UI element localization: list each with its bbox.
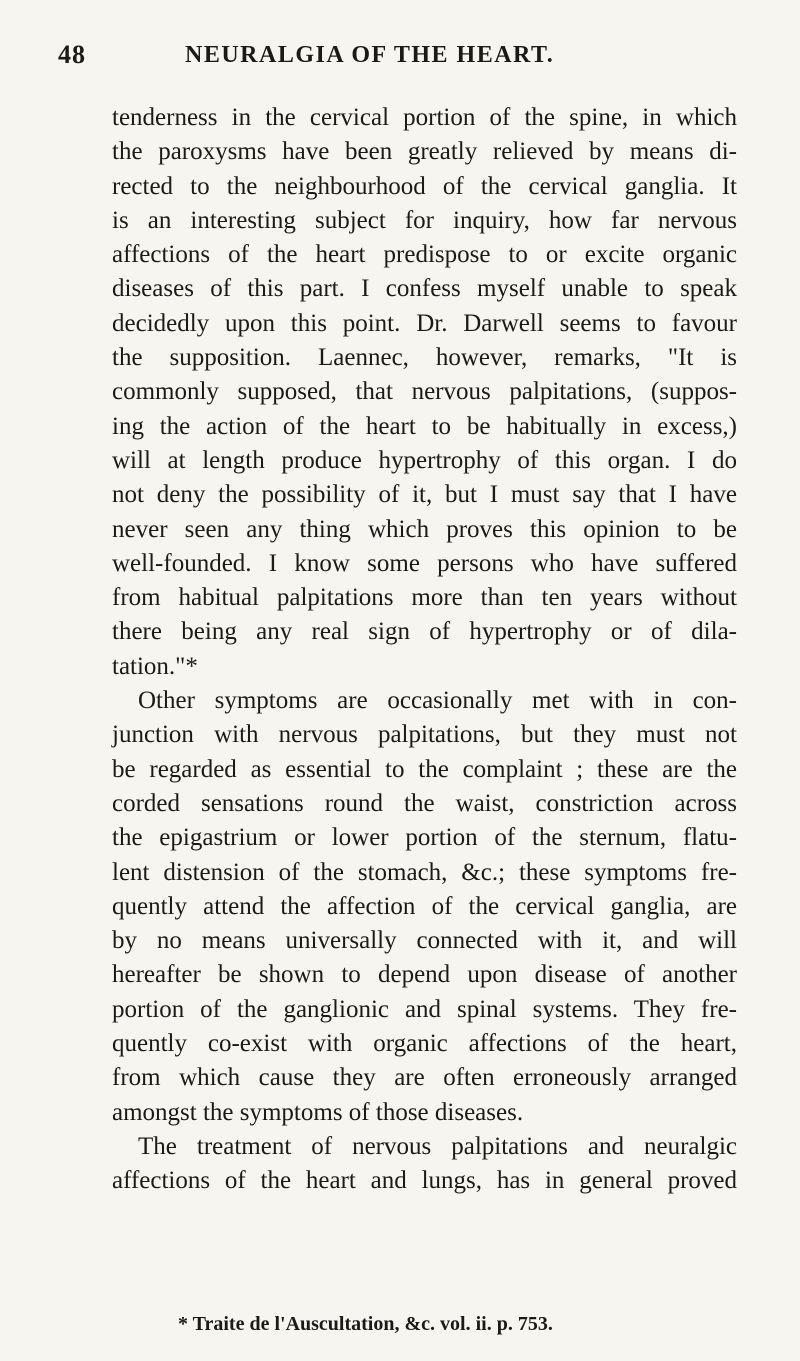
text-line: from which cause they are often erroneously arranged xyxy=(112,1064,737,1092)
text-line: corded sensations round the waist, constriction across xyxy=(112,789,737,817)
text-line: the epigastrium or lower portion of the sternum, flatu- xyxy=(112,824,737,852)
text-line: hereafter be shown to depend upon disease of another xyxy=(112,961,737,989)
text-line: well-founded. I know some persons who have suffered xyxy=(112,549,737,577)
text-line: tenderness in the cervical portion of the spine, in which xyxy=(112,104,737,131)
text-line: portion of the ganglionic and spinal systems. They fre- xyxy=(112,995,737,1023)
body-text xyxy=(112,101,737,1199)
text-line: Other symptoms are occasionally met with in con- xyxy=(138,687,737,715)
text-line: affections of the heart predispose to or excite organic xyxy=(112,241,737,269)
text-line: commonly supposed, that nervous palpitations, (suppos- xyxy=(112,378,737,406)
page-number: 48 xyxy=(58,40,86,69)
text-line: not deny the possibility of it, but I must say that I have xyxy=(112,481,737,509)
text-line: junction with nervous palpitations, but they must not xyxy=(112,721,737,749)
text-line: the paroxysms have been greatly relieved by means di- xyxy=(112,138,737,166)
text-line: lent distension of the stomach, &c.; these symptoms fre- xyxy=(112,858,737,886)
text-line: from habitual palpitations more than ten years without xyxy=(112,584,737,612)
text-line: is an interesting subject for inquiry, how far nervous xyxy=(112,206,737,234)
text-line: The treatment of nervous palpitations and neuralgic xyxy=(138,1132,737,1160)
text-line: the supposition. Laennec, however, remarks, "It is xyxy=(112,344,737,372)
text-line: be regarded as essential to the complaint ; these are the xyxy=(112,755,737,783)
text-line: quently co-exist with organic affections of the heart, xyxy=(112,1030,737,1058)
text-line: rected to the neighbourhood of the cervical ganglia. It xyxy=(112,172,737,200)
text-line: diseases of this part. I confess myself unable to speak xyxy=(112,275,737,303)
footnote: * Traite de l'Auscultation, &c. vol. ii. p. 753. xyxy=(178,1313,553,1335)
text-line: tation."* xyxy=(112,652,198,680)
text-line: by no means universally connected with it, and will xyxy=(112,927,737,955)
running-title: NEURALGIA OF THE HEART. xyxy=(185,42,555,68)
text-line: amongst the symptoms of those diseases. xyxy=(112,1098,524,1126)
text-line: quently attend the affection of the cervical ganglia, are xyxy=(112,892,737,920)
text-line: affections of the heart and lungs, has in general proved xyxy=(112,1167,737,1195)
page-header xyxy=(0,40,800,80)
text-line: will at length produce hypertrophy of this organ. I do xyxy=(112,446,737,474)
text-line: ing the action of the heart to be habitually in excess,) xyxy=(112,412,737,440)
text-line: never seen any thing which proves this opinion to be xyxy=(112,515,737,543)
text-line: there being any real sign of hypertrophy or of dila- xyxy=(112,618,737,646)
text-line: decidedly upon this point. Dr. Darwell seems to favour xyxy=(112,309,737,337)
